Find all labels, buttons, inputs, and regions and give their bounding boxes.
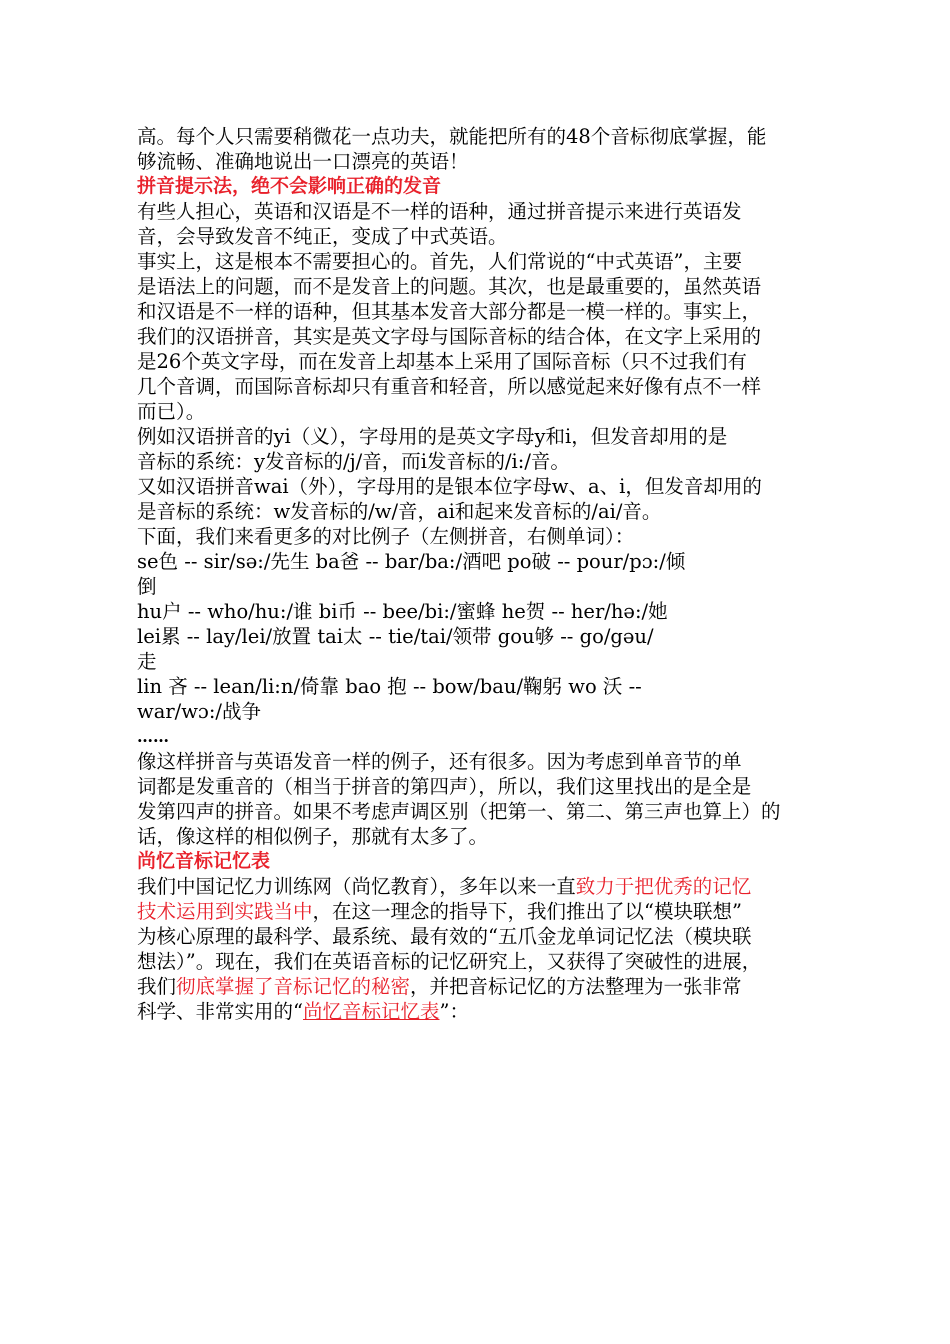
- example-line: se色 -- sir/sə:/先生 ba爸 -- bar/ba:/酒吧 po破 -- pour/pɔ:/倾: [137, 550, 686, 573]
- text-span: 科学、非常实用的“: [137, 1000, 303, 1023]
- example-line: lei累 -- lay/lei/放置 tai太 -- tie/tai/领带 gou够 -- go/gəu/: [137, 625, 654, 648]
- text-line: 是26个英文字母，而在发音上却基本上采用了国际音标（只不过我们有: [137, 350, 747, 373]
- highlight-text: 彻底掌握了音标记忆的秘密: [176, 975, 411, 998]
- text-line: 是音标的系统：w发音标的/w/音，ai和起来发音标的/ai/音。: [137, 500, 662, 523]
- text-line: 想法）”。现在，我们在英语音标的记忆研究上，又获得了突破性的进展，: [137, 950, 762, 973]
- text-line: 下面，我们来看更多的对比例子（左侧拼音，右侧单词）：: [137, 525, 635, 548]
- document-page: [137, 124, 837, 1024]
- text-line: 发第四声的拼音。如果不考虑声调区别（把第一、第二、第三声也算上）的: [137, 800, 781, 823]
- example-line: lin 吝 -- lean/li:n/倚靠 bao 抱 -- bow/bau/鞠躬 wo 沃 --: [137, 675, 642, 698]
- text-line: 够流畅、准确地说出一口漂亮的英语！: [137, 150, 469, 173]
- text-line: 例如汉语拼音的yi（义），字母用的是英文字母y和i，但发音却用的是: [137, 425, 728, 448]
- example-line: 走: [137, 650, 157, 673]
- table-link[interactable]: 尚忆音标记忆表: [302, 1000, 440, 1023]
- text-line: 而已）。: [137, 400, 206, 423]
- text-line: 是语法上的问题，而不是发音上的问题。其次，也是最重要的，虽然英语: [137, 275, 762, 298]
- text-span: 我们中国记忆力训练网（尚忆教育），多年以来一直: [137, 875, 576, 898]
- text-line: 高。每个人只需要稍微花一点功夫，就能把所有的48个音标彻底掌握，能: [137, 125, 767, 148]
- text-line: 又如汉语拼音wai（外），字母用的是银本位字母w、a、i，但发音却用的: [137, 475, 762, 498]
- text-span: ，并把音标记忆的方法整理为一张非常: [410, 975, 742, 998]
- text-line: 音标的系统：y发音标的/j/音，而i发音标的/i:/音。: [137, 450, 570, 473]
- text-line: 有些人担心，英语和汉语是不一样的语种，通过拼音提示来进行英语发: [137, 200, 742, 223]
- highlight-text: 技术运用到实践当中: [137, 900, 313, 923]
- text-line: [137, 999, 837, 1024]
- example-line: 倒: [137, 575, 157, 598]
- text-line: 像这样拼音与英语发音一样的例子，还有很多。因为考虑到单音节的单: [137, 750, 742, 773]
- section-heading-table: 尚忆音标记忆表: [137, 850, 271, 872]
- text-line: 几个音调，而国际音标却只有重音和轻音，所以感觉起来好像有点不一样: [137, 375, 762, 398]
- highlight-text: 致力于把优秀的记忆: [575, 875, 752, 898]
- ellipsis: ……: [137, 727, 169, 746]
- text-line: [137, 899, 837, 924]
- text-span: ，在这一理念的指导下，我们推出了以“模块联想”: [312, 900, 742, 923]
- text-span: ”：: [439, 1000, 469, 1023]
- text-line: [137, 874, 837, 899]
- text-span: 我们: [137, 975, 177, 998]
- text-line: [137, 974, 837, 999]
- text-line: 事实上，这是根本不需要担心的。首先，人们常说的“中式英语”，主要: [137, 250, 742, 273]
- text-line: 为核心原理的最科学、最系统、最有效的“五爪金龙单词记忆法（模块联: [137, 925, 752, 948]
- text-line: 我们的汉语拼音，其实是英文字母与国际音标的结合体，在文字上采用的: [137, 325, 762, 348]
- text-line: 和汉语是不一样的语种，但其基本发音大部分都是一模一样的。事实上，: [137, 300, 762, 323]
- text-line: 音，会导致发音不纯正，变成了中式英语。: [137, 225, 508, 248]
- text-line: 话，像这样的相似例子，那就有太多了。: [137, 825, 489, 848]
- example-line: hu户 -- who/hu:/谁 bi币 -- bee/bi:/蜜蜂 he贺 -- her/hə:/她: [137, 600, 668, 623]
- text-line: 词都是发重音的（相当于拼音的第四声），所以，我们这里找出的是全是: [137, 775, 752, 798]
- section-heading-pinyin: 拼音提示法，绝不会影响正确的发音: [137, 175, 442, 197]
- example-line: war/wɔ:/战争: [137, 700, 261, 723]
